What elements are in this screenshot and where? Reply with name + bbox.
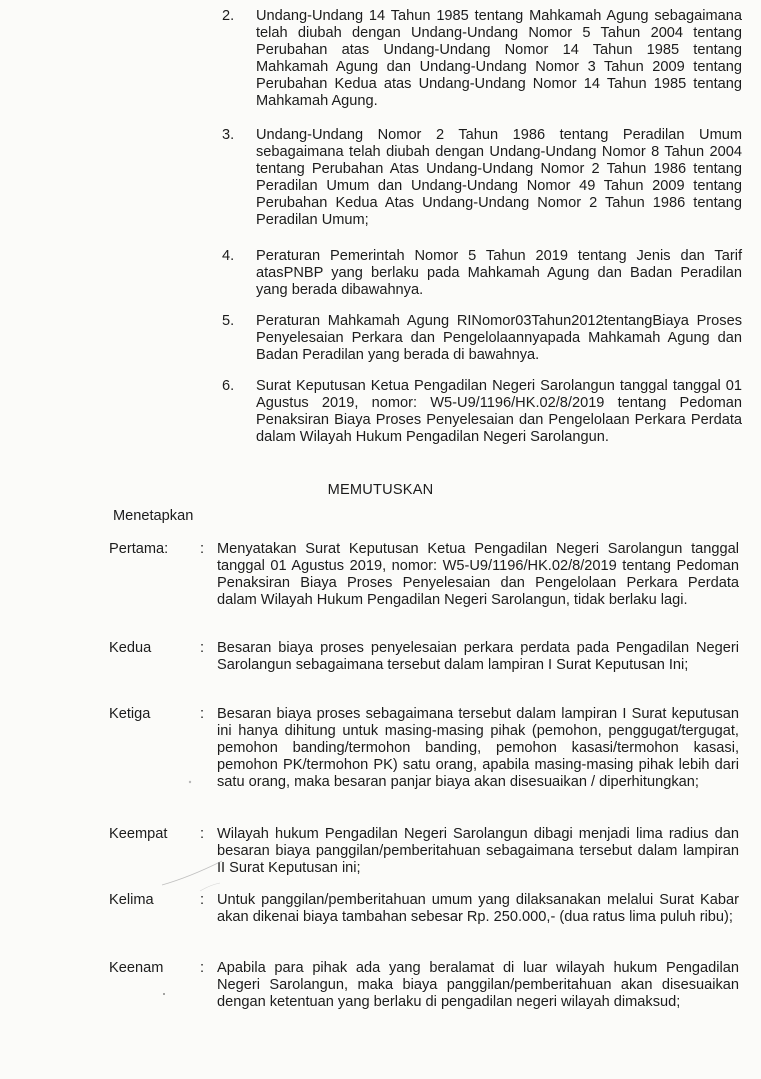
decree-colon: : — [200, 960, 205, 976]
decree-colon: : — [200, 541, 205, 557]
item-text: Peraturan Mahkamah Agung RINomor03Tahun2012tentangBiaya Proses Penyelesaian Perkara dan Pengelolaannyapada Mahkamah Agung dan Badan Peradilan yang berada di bawahnya. — [256, 313, 742, 363]
decree-label: Keenam — [109, 960, 164, 976]
decree-text: Besaran biaya proses penyelesaian perkara perdata pada Pengadilan Negeri Sarolangun sebagaimana tersebut dalam lampiran I Surat Keputusan Ini; — [217, 640, 739, 673]
decree-item — [109, 541, 739, 609]
decree-label: Kedua — [109, 640, 152, 656]
decree-colon: : — [200, 706, 205, 722]
decree-text: Besaran biaya proses sebagaimana tersebut dalam lampiran I Surat keputusan ini hanya dihitung untuk masing-masing pihak (pemohon, penggugat/tergugat, pemohon banding/termohon banding, pemohon kasasi/termohon kasasi, pemohon PK/termohon PK) satu orang, apabila masing-masing pihak lebih dari satu orang, maka besaran panjar biaya akan disesuaikan / diperhitungkan; — [217, 706, 739, 790]
decree-text: Wilayah hukum Pengadilan Negeri Sarolangun dibagi menjadi lima radius dan besaran biaya panggilan/pemberitahuan sebagaimana tersebut dalam lampiran II Surat Keputusan ini; — [217, 826, 739, 876]
item-text: Peraturan Pemerintah Nomor 5 Tahun 2019 tentang Jenis dan Tarif atasPNBP yang berlaku pada Mahkamah Agung dan Badan Peradilan yang berada dibawahnya. — [256, 248, 742, 298]
decree-label: Kelima — [109, 892, 154, 908]
decree-item — [109, 960, 739, 1011]
decree-label: Keempat — [109, 826, 168, 842]
item-number: 3. — [222, 127, 235, 143]
consideration-item — [222, 8, 742, 110]
item-number: 5. — [222, 313, 235, 329]
decree-colon: : — [200, 892, 205, 908]
decree-text: Apabila para pihak ada yang beralamat di luar wilayah hukum Pengadilan Negeri Sarolangun, maka biaya panggilan/pemberitahuan akan disesuaikan dengan ketentuan yang berlaku di pengadilan negeri wilayah dimaksud; — [217, 960, 739, 1010]
consideration-item — [222, 313, 742, 364]
item-text: Undang-Undang 14 Tahun 1985 tentang Mahkamah Agung sebagaimana telah diubah dengan Undang-Undang Nomor 5 Tahun 2004 tentang Perubahan atas Undang-Undang Nomor 14 Tahun 1985 tentang Mahkamah Agung dan Undang-Undang Nomor 3 Tahun 2009 tentang Perubahan Kedua atas Undang-Undang Nomor 14 Tahun 1985 tentang Mahkamah Agung. — [256, 8, 742, 109]
decree-item — [109, 892, 739, 926]
decree-item — [109, 706, 739, 791]
consideration-item — [222, 127, 742, 229]
decree-item — [109, 640, 739, 674]
menetapkan-label: Menetapkan — [113, 508, 194, 524]
decree-label: Ketiga — [109, 706, 151, 722]
item-text: Undang-Undang Nomor 2 Tahun 1986 tentang Peradilan Umum sebagaimana telah diubah dengan Undang-Undang Nomor 8 Tahun 2004 tentang Perubahan Atas Undang-Undang Nomor 2 Tahun 1986 tentang Peradilan Umum dan Undang-Undang Nomor 49 Tahun 2009 tentang Perubahan Kedua Atas Undang-Undang Nomor 2 Tahun 1986 tentang Peradilan Umum; — [256, 127, 742, 228]
decree-label: Pertama: — [109, 541, 169, 557]
item-text: Surat Keputusan Ketua Pengadilan Negeri Sarolangun tanggal tanggal 01 Agustus 2019, nomor: W5-U9/1196/HK.02/8/2019 tentang Pedoman Penaksiran Biaya Proses Penyelesaian dan Pengelolaan Perkara Perdata dalam Wilayah Hukum Pengadilan Negeri Sarolangun. — [256, 378, 742, 445]
decree-colon: : — [200, 640, 205, 656]
item-number: 2. — [222, 8, 235, 24]
decree-text: Untuk panggilan/pemberitahuan umum yang dilaksanakan melalui Surat Kabar akan dikenai biaya tambahan sebesar Rp. 250.000,- (dua ratus lima puluh ribu); — [217, 892, 739, 925]
decree-colon: : — [200, 826, 205, 842]
consideration-item — [222, 378, 742, 446]
item-number: 4. — [222, 248, 235, 264]
decree-text: Menyatakan Surat Keputusan Ketua Pengadilan Negeri Sarolangun tanggal tanggal 01 Agustus 2019, nomor: W5-U9/1196/HK.02/8/2019 tentang Pedoman Penaksiran Biaya Proses Penyelesaian dan Pengelolaan Perkara Perdata dalam Wilayah Hukum Pengadilan Negeri Sarolangun, tidak berlaku lagi. — [217, 541, 739, 608]
item-number: 6. — [222, 378, 235, 394]
section-heading: MEMUTUSKAN — [327, 482, 434, 498]
decree-item — [109, 826, 739, 877]
consideration-item — [222, 248, 742, 299]
